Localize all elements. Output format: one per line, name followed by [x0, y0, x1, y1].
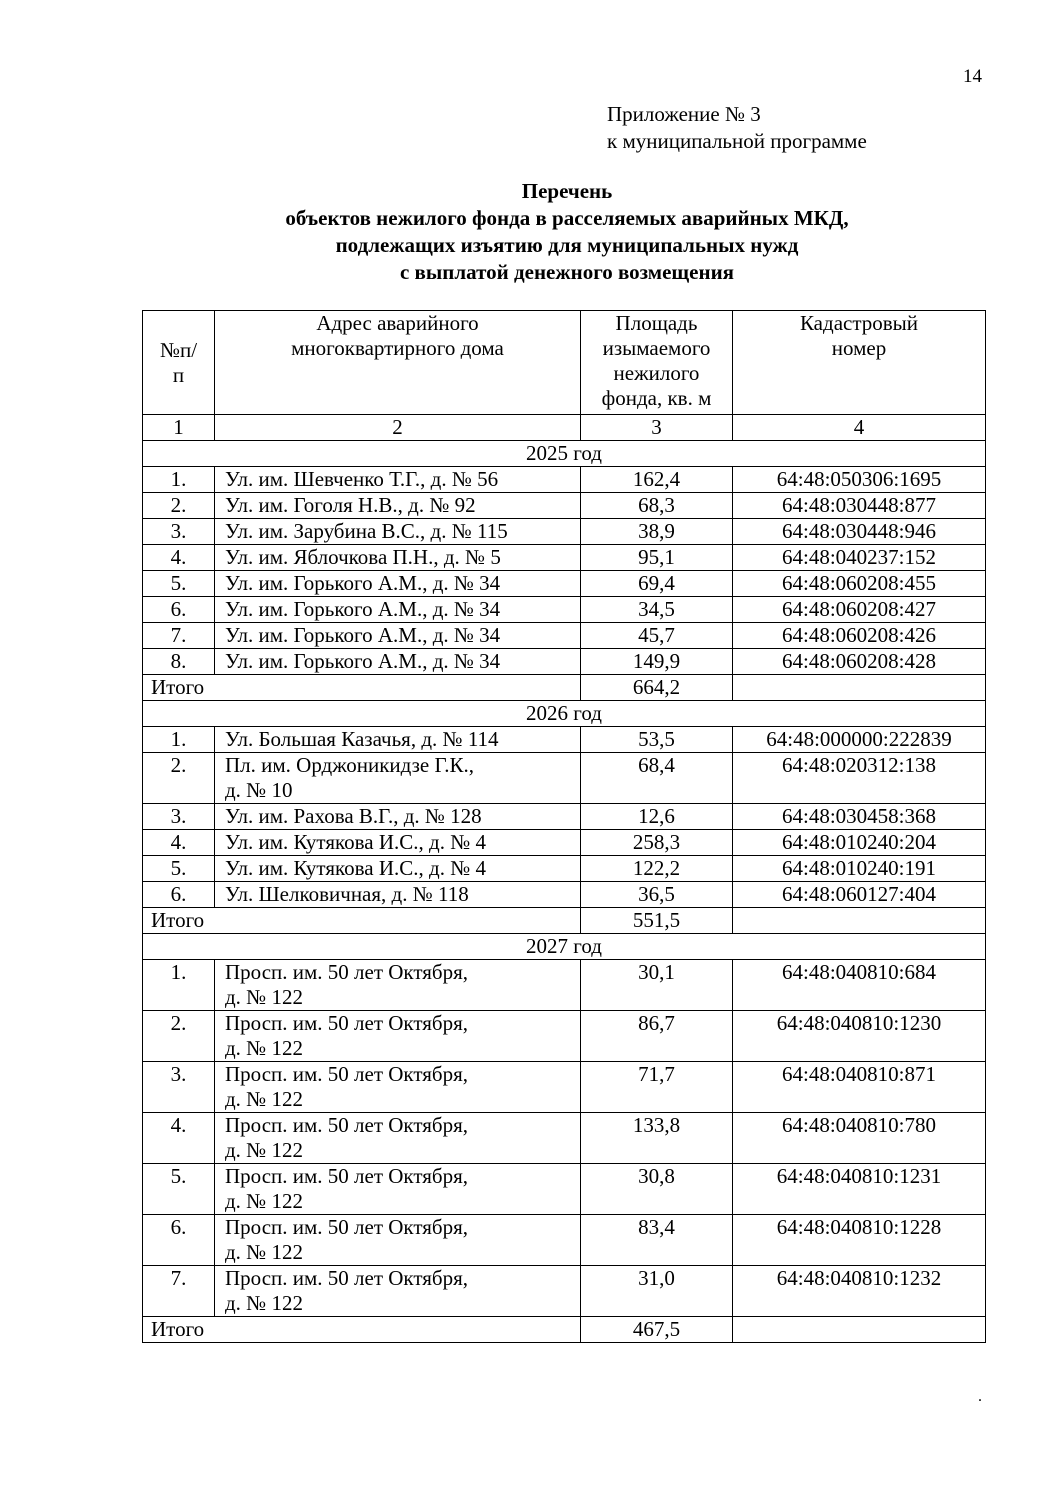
row-number: 7. [143, 1266, 215, 1317]
table-row [143, 856, 986, 882]
address-line-1: Просп. им. 50 лет Октября, [225, 1266, 468, 1290]
table-row [143, 1215, 986, 1266]
row-address [215, 623, 581, 649]
header-cadastral [733, 311, 986, 415]
row-number: 6. [143, 1215, 215, 1266]
row-number: 4. [143, 545, 215, 571]
total-empty [733, 675, 986, 701]
header-address-line-1: Адрес аварийного [316, 311, 479, 335]
row-address [215, 830, 581, 856]
total-empty [733, 1317, 986, 1343]
row-address [215, 571, 581, 597]
address-line-1: Ул. Большая Казачья, д. № 114 [225, 727, 499, 751]
address-line-1: Ул. им. Горького А.М., д. № 34 [225, 571, 501, 595]
row-address [215, 519, 581, 545]
address-line-2: д. № 122 [225, 1291, 303, 1315]
table-row [143, 519, 986, 545]
document-title [0, 178, 1060, 286]
total-value: 551,5 [581, 908, 733, 934]
row-area: 34,5 [581, 597, 733, 623]
row-address [215, 804, 581, 830]
total-label: Итого [143, 908, 581, 934]
row-address [215, 727, 581, 753]
row-area: 68,3 [581, 493, 733, 519]
table-row [143, 649, 986, 675]
table-row [143, 1164, 986, 1215]
row-area: 45,7 [581, 623, 733, 649]
row-cadastral: 64:48:000000:222839 [733, 727, 986, 753]
row-number: 1. [143, 467, 215, 493]
row-address [215, 960, 581, 1011]
row-address [215, 856, 581, 882]
appendix-line-1: Приложение № 3 [607, 102, 761, 126]
row-cadastral: 64:48:040810:1232 [733, 1266, 986, 1317]
table-row [143, 467, 986, 493]
title-line-4: с выплатой денежного возмещения [399, 260, 735, 284]
header-address [215, 311, 581, 415]
row-cadastral: 64:48:040810:1230 [733, 1011, 986, 1062]
row-cadastral: 64:48:060208:426 [733, 623, 986, 649]
column-number: 4 [733, 415, 986, 441]
row-area: 95,1 [581, 545, 733, 571]
row-number: 4. [143, 830, 215, 856]
address-line-1: Просп. им. 50 лет Октября, [225, 1164, 468, 1188]
address-line-2: д. № 122 [225, 1189, 303, 1213]
title-line-3: подлежащих изъятию для муниципальных нужд [335, 233, 799, 257]
address-line-1: Ул. им. Яблочкова П.Н., д. № 5 [225, 545, 501, 569]
total-label: Итого [143, 1317, 581, 1343]
row-address [215, 753, 581, 804]
table-row [143, 1266, 986, 1317]
year-label: 2025 год [143, 441, 986, 467]
row-cadastral: 64:48:060208:455 [733, 571, 986, 597]
row-cadastral: 64:48:040810:684 [733, 960, 986, 1011]
row-number: 2. [143, 753, 215, 804]
row-number: 3. [143, 804, 215, 830]
address-line-1: Просп. им. 50 лет Октября, [225, 1011, 468, 1035]
table-row [143, 623, 986, 649]
row-number: 8. [143, 649, 215, 675]
row-address [215, 493, 581, 519]
address-line-1: Просп. им. 50 лет Октября, [225, 1215, 468, 1239]
row-address [215, 1011, 581, 1062]
table-row [143, 753, 986, 804]
address-line-1: Ул. им. Рахова В.Г., д. № 128 [225, 804, 482, 828]
table-row [143, 1062, 986, 1113]
address-line-2: д. № 122 [225, 1036, 303, 1060]
address-line-2: д. № 10 [225, 778, 293, 802]
row-area: 133,8 [581, 1113, 733, 1164]
table-row [143, 571, 986, 597]
header-area-line-2: изымаемого [602, 336, 711, 360]
header-cadastral-line-1: Кадастровый [799, 311, 919, 335]
column-number: 2 [215, 415, 581, 441]
appendix-header [607, 101, 867, 155]
address-line-2: д. № 122 [225, 1138, 303, 1162]
row-area: 31,0 [581, 1266, 733, 1317]
row-number: 2. [143, 493, 215, 519]
row-address [215, 1266, 581, 1317]
row-address [215, 882, 581, 908]
row-cadastral: 64:48:040810:1228 [733, 1215, 986, 1266]
year-row [143, 934, 986, 960]
column-number: 1 [143, 415, 215, 441]
address-line-1: Ул. им. Зарубина В.С., д. № 115 [225, 519, 508, 543]
header-area-line-1: Площадь [615, 311, 698, 335]
row-area: 69,4 [581, 571, 733, 597]
table-body [143, 311, 986, 1343]
page-number: 14 [963, 66, 982, 87]
row-cadastral: 64:48:010240:191 [733, 856, 986, 882]
address-line-2: д. № 122 [225, 1087, 303, 1111]
row-number: 5. [143, 856, 215, 882]
title-line-1: Перечень [521, 179, 613, 203]
row-area: 149,9 [581, 649, 733, 675]
row-number: 6. [143, 882, 215, 908]
table-row [143, 1011, 986, 1062]
header-area-line-3: нежилого [613, 361, 700, 385]
table-row [143, 804, 986, 830]
row-area: 83,4 [581, 1215, 733, 1266]
row-area: 122,2 [581, 856, 733, 882]
total-value: 664,2 [581, 675, 733, 701]
year-label: 2026 год [143, 701, 986, 727]
header-number-line-2: п [172, 362, 185, 387]
row-area: 68,4 [581, 753, 733, 804]
row-number: 1. [143, 727, 215, 753]
row-number: 5. [143, 571, 215, 597]
header-cadastral-line-2: номер [831, 336, 887, 360]
row-number: 3. [143, 519, 215, 545]
table-row [143, 1113, 986, 1164]
table-row [143, 545, 986, 571]
row-cadastral: 64:48:030448:946 [733, 519, 986, 545]
address-line-1: Ул. им. Горького А.М., д. № 34 [225, 597, 501, 621]
header-area-line-4: фонда, кв. м [601, 386, 712, 410]
row-address [215, 1062, 581, 1113]
address-line-1: Ул. им. Горького А.М., д. № 34 [225, 649, 501, 673]
row-number: 3. [143, 1062, 215, 1113]
row-area: 30,1 [581, 960, 733, 1011]
table-row [143, 597, 986, 623]
header-address-line-2: многоквартирного дома [291, 336, 504, 360]
address-line-1: Просп. им. 50 лет Октября, [225, 1062, 468, 1086]
title-line-2: объектов нежилого фонда в расселяемых аварийных МКД, [285, 206, 849, 230]
appendix-line-2: к муниципальной программе [607, 129, 867, 153]
address-line-1: Ул. им. Горького А.М., д. № 34 [225, 623, 501, 647]
objects-table [142, 310, 986, 1343]
address-line-1: Просп. им. 50 лет Октября, [225, 1113, 468, 1137]
table-row [143, 727, 986, 753]
row-area: 71,7 [581, 1062, 733, 1113]
row-cadastral: 64:48:060127:404 [733, 882, 986, 908]
row-address [215, 597, 581, 623]
row-cadastral: 64:48:030448:877 [733, 493, 986, 519]
table-row [143, 493, 986, 519]
address-line-1: Ул. им. Кутякова И.С., д. № 4 [225, 830, 486, 854]
row-cadastral: 64:48:040237:152 [733, 545, 986, 571]
column-number-row [143, 415, 986, 441]
table-header-row [143, 311, 986, 415]
row-cadastral: 64:48:040810:871 [733, 1062, 986, 1113]
row-cadastral: 64:48:020312:138 [733, 753, 986, 804]
row-area: 38,9 [581, 519, 733, 545]
row-number: 6. [143, 597, 215, 623]
total-row [143, 908, 986, 934]
row-address [215, 649, 581, 675]
address-line-1: Просп. им. 50 лет Октября, [225, 960, 468, 984]
row-address [215, 1164, 581, 1215]
row-number: 1. [143, 960, 215, 1011]
total-label: Итого [143, 675, 581, 701]
table-row [143, 882, 986, 908]
row-cadastral: 64:48:040810:780 [733, 1113, 986, 1164]
row-number: 4. [143, 1113, 215, 1164]
row-area: 30,8 [581, 1164, 733, 1215]
total-value: 467,5 [581, 1317, 733, 1343]
year-label: 2027 год [143, 934, 986, 960]
row-cadastral: 64:48:060208:427 [733, 597, 986, 623]
year-row [143, 701, 986, 727]
header-number [143, 311, 215, 415]
row-cadastral: 64:48:050306:1695 [733, 467, 986, 493]
table-row [143, 830, 986, 856]
row-cadastral: 64:48:040810:1231 [733, 1164, 986, 1215]
row-cadastral: 64:48:010240:204 [733, 830, 986, 856]
row-area: 258,3 [581, 830, 733, 856]
row-cadastral: 64:48:060208:428 [733, 649, 986, 675]
total-row [143, 675, 986, 701]
row-address [215, 545, 581, 571]
row-address [215, 1215, 581, 1266]
header-area [581, 311, 733, 415]
total-row [143, 1317, 986, 1343]
row-number: 2. [143, 1011, 215, 1062]
address-line-1: Пл. им. Орджоникидзе Г.К., [225, 753, 474, 777]
row-number: 7. [143, 623, 215, 649]
footer-mark: . [978, 1388, 982, 1405]
table-row [143, 960, 986, 1011]
address-line-1: Ул. им. Кутякова И.С., д. № 4 [225, 856, 486, 880]
row-area: 86,7 [581, 1011, 733, 1062]
row-area: 36,5 [581, 882, 733, 908]
year-row [143, 441, 986, 467]
row-cadastral: 64:48:030458:368 [733, 804, 986, 830]
row-number: 5. [143, 1164, 215, 1215]
header-number-line-1: №п/ [159, 337, 198, 362]
row-address [215, 467, 581, 493]
row-address [215, 1113, 581, 1164]
address-line-2: д. № 122 [225, 1240, 303, 1264]
address-line-2: д. № 122 [225, 985, 303, 1009]
address-line-1: Ул. им. Шевченко Т.Г., д. № 56 [225, 467, 499, 491]
row-area: 12,6 [581, 804, 733, 830]
address-line-1: Ул. им. Гоголя Н.В., д. № 92 [225, 493, 476, 517]
total-empty [733, 908, 986, 934]
row-area: 162,4 [581, 467, 733, 493]
column-number: 3 [581, 415, 733, 441]
row-area: 53,5 [581, 727, 733, 753]
address-line-1: Ул. Шелковичная, д. № 118 [225, 882, 469, 906]
